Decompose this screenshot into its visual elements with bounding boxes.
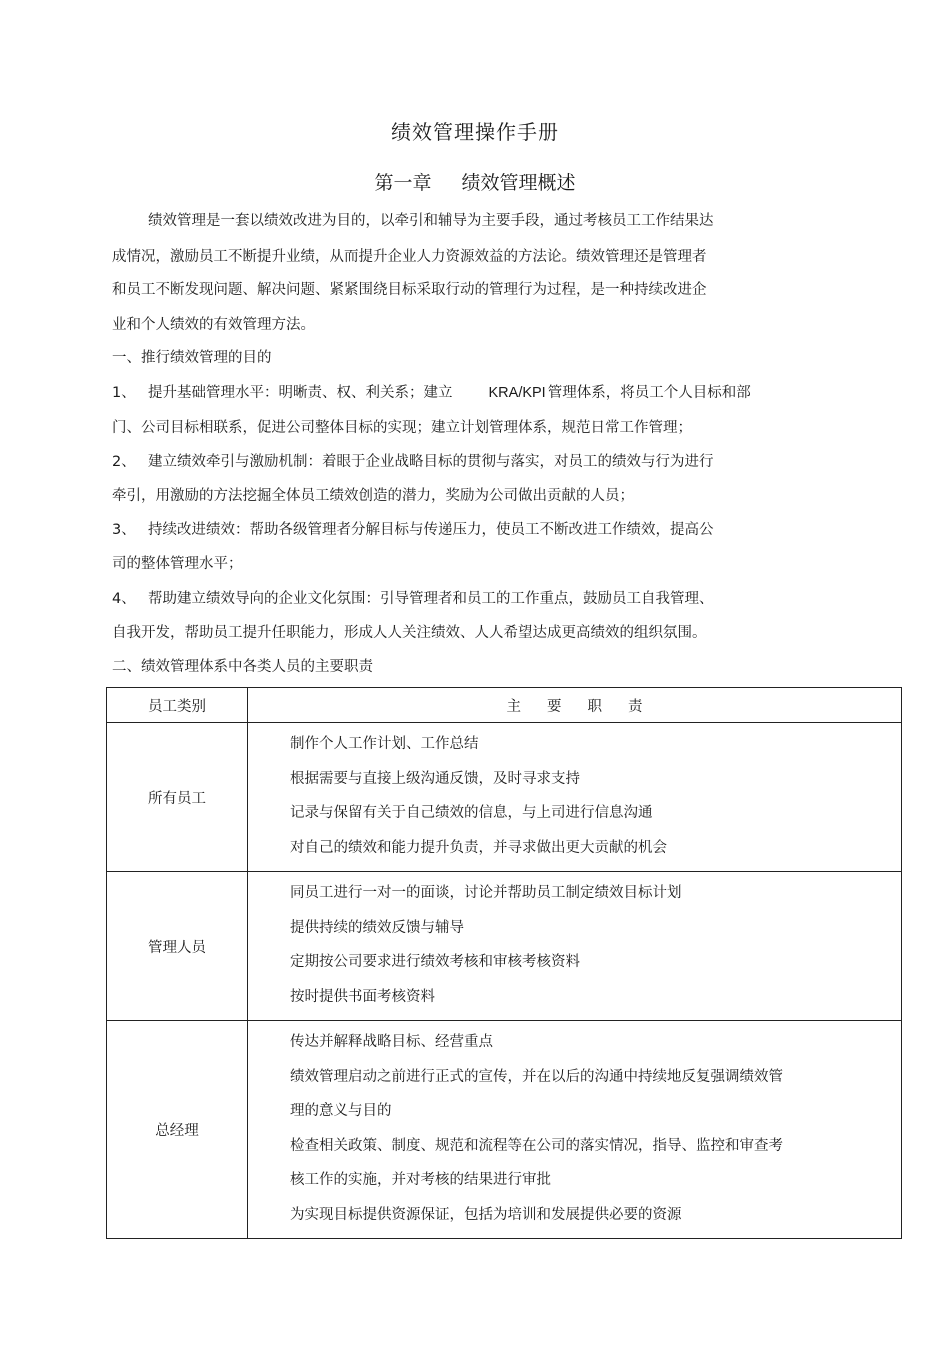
duty-item: 根据需要与直接上级沟通反馈，及时寻求支持 bbox=[290, 770, 580, 787]
item-text: 建立绩效牵引与激励机制：着眼于企业战略目标的贯彻与落实，对员工的绩效与行为进行 bbox=[148, 454, 714, 470]
table-row bbox=[107, 723, 902, 872]
table-row bbox=[107, 872, 902, 1021]
employee-type-cell: 所有员工 bbox=[107, 723, 248, 872]
table-row bbox=[107, 1021, 902, 1239]
document-title: 绩效管理操作手册 bbox=[391, 120, 559, 144]
duty-item: 为实现目标提供资源保证，包括为培训和发展提供必要的资源 bbox=[290, 1206, 682, 1223]
purpose-item-2-line2: 牵引，用激励的方法挖掘全体员工绩效创造的潜力，奖励为公司做出贡献的人员； bbox=[112, 488, 634, 504]
header-employee-type: 员工类别 bbox=[107, 688, 248, 723]
item-text: 帮助建立绩效导向的企业文化氛围：引导管理者和员工的工作重点，鼓励员工自我管理、 bbox=[148, 591, 714, 607]
duties-cell bbox=[248, 723, 902, 872]
item-text: 提升基础管理水平：明晰责、权、利关系；建立 bbox=[148, 385, 453, 401]
duty-item: 同员工进行一对一的面谈，讨论并帮助员工制定绩效目标计划 bbox=[290, 885, 682, 901]
duty-item: 按时提供书面考核资料 bbox=[290, 988, 435, 1005]
intro-line: 业和个人绩效的有效管理方法。 bbox=[112, 317, 315, 333]
intro-line: 成情况，激励员工不断提升业绩，从而提升企业人力资源效益的方法论。绩效管理还是管理者 bbox=[112, 249, 707, 265]
employee-type-cell: 管理人员 bbox=[107, 872, 248, 1021]
duty-item: 绩效管理启动之前进行正式的宣传，并在以后的沟通中持续地反复强调绩效管 bbox=[290, 1068, 783, 1085]
intro-line: 和员工不断发现问题、解决问题、紧紧围绕目标采取行动的管理行为过程，是一种持续改进企 bbox=[112, 282, 707, 298]
duty-item-continued: 理的意义与目的 bbox=[290, 1103, 392, 1119]
purpose-item-1-line2: 门、公司目标相联系，促进公司整体目标的实现；建立计划管理体系，规范日常工作管理； bbox=[112, 420, 692, 436]
duty-item: 记录与保留有关于自己绩效的信息，与上司进行信息沟通 bbox=[290, 805, 653, 821]
duties-cell bbox=[248, 872, 902, 1021]
purpose-item-4-line2: 自我开发，帮助员工提升任职能力，形成人人关注绩效、人人希望达成更高绩效的组织氛围。 bbox=[112, 625, 707, 641]
purpose-item-1-line1 bbox=[112, 381, 751, 402]
responsibility-table bbox=[106, 687, 902, 1239]
employee-type-cell: 总经理 bbox=[107, 1021, 248, 1239]
table-header-row bbox=[107, 688, 902, 723]
header-duty-text: 主要职责 bbox=[506, 698, 669, 715]
chapter-number: 第一章 bbox=[374, 172, 432, 194]
item-number: 3、 bbox=[112, 522, 136, 538]
duty-item: 制作个人工作计划、工作总结 bbox=[290, 736, 479, 752]
item-text: 管理体系，将员工个人目标和部 bbox=[547, 385, 751, 401]
section-heading: 二、绩效管理体系中各类人员的主要职责 bbox=[112, 659, 373, 675]
item-number: 4、 bbox=[112, 591, 136, 607]
item-text: 持续改进绩效：帮助各级管理者分解目标与传递压力，使员工不断改进工作绩效，提高公 bbox=[148, 522, 714, 538]
duty-item: 对自己的绩效和能力提升负责，并寻求做出更大贡献的机会 bbox=[290, 839, 667, 856]
kpi-term: KRA/KPI bbox=[488, 385, 546, 401]
purpose-item-4-line1 bbox=[112, 587, 714, 608]
section-heading: 一、推行绩效管理的目的 bbox=[112, 350, 272, 366]
duties-cell bbox=[248, 1021, 902, 1239]
header-main-duties bbox=[248, 688, 902, 723]
chapter-name: 绩效管理概述 bbox=[461, 172, 576, 194]
duty-item-continued: 核工作的实施，并对考核的结果进行审批 bbox=[290, 1172, 551, 1188]
duty-item: 检查相关政策、制度、规范和流程等在公司的落实情况，指导、监控和审查考 bbox=[290, 1137, 783, 1154]
item-number: 2、 bbox=[112, 454, 136, 470]
purpose-item-3-line2: 司的整体管理水平； bbox=[112, 556, 243, 572]
chapter-heading bbox=[0, 168, 950, 195]
item-number: 1、 bbox=[112, 385, 136, 401]
purpose-item-3-line1 bbox=[112, 518, 714, 539]
duty-item: 传达并解释战略目标、经营重点 bbox=[290, 1034, 493, 1050]
duty-item: 定期按公司要求进行绩效考核和审核考核资料 bbox=[290, 954, 580, 970]
purpose-item-2-line1 bbox=[112, 450, 714, 471]
intro-line: 绩效管理是一套以绩效改进为目的，以牵引和辅导为主要手段，通过考核员工工作结果达 bbox=[148, 213, 714, 229]
duty-item: 提供持续的绩效反馈与辅导 bbox=[290, 919, 464, 936]
